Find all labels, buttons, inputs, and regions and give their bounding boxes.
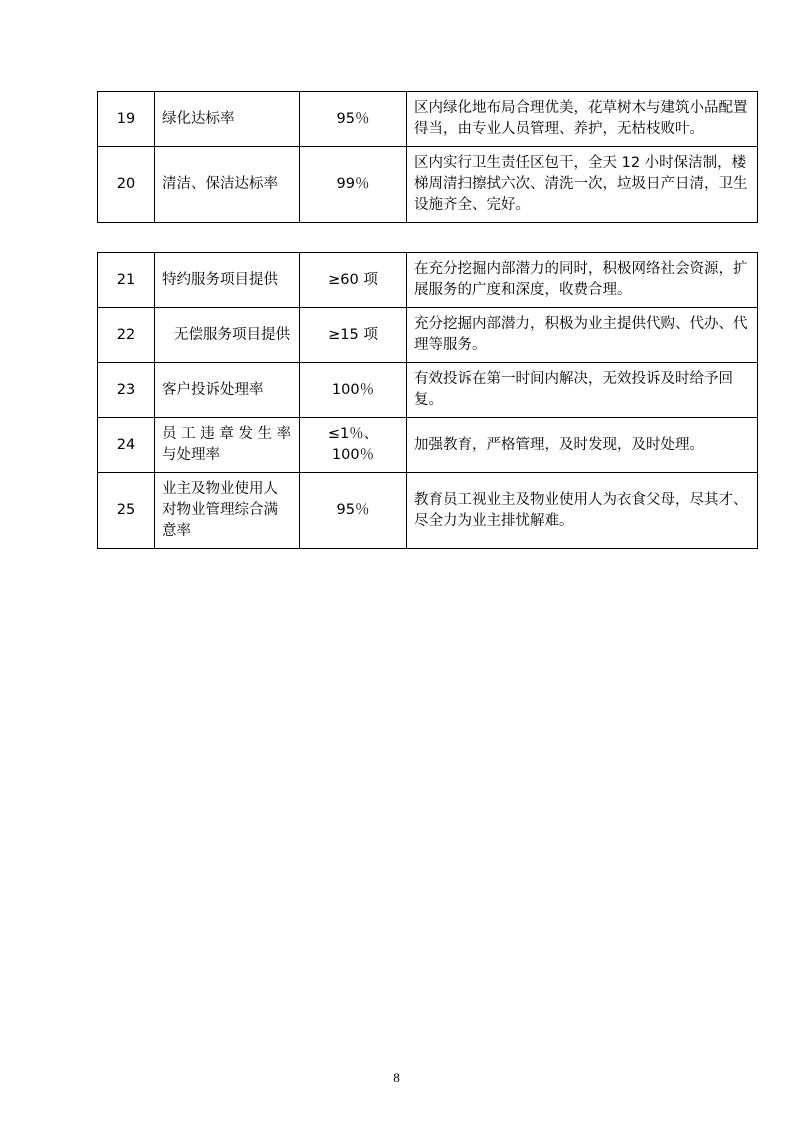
- row-description: 充分挖掘内部潜力，积极为业主提供代购、代办、代理等服务。: [407, 308, 758, 363]
- row-description: 教育员工视业主及物业使用人为衣食父母，尽其才、尽全力为业主排忧解难。: [407, 473, 758, 549]
- row-number: 19: [98, 92, 155, 147]
- row-item-name: 无偿服务项目提供: [155, 308, 300, 363]
- row-target-value: ≥15 项: [300, 308, 407, 363]
- row-number: 20: [98, 147, 155, 223]
- row-target-value: 95％: [300, 473, 407, 549]
- service-standards-table-part1: [97, 91, 758, 223]
- row-item-name: 业主及物业使用人对物业管理综合满意率: [155, 473, 300, 549]
- row-description: 区内实行卫生责任区包干，全天 12 小时保洁制，楼梯周清扫擦拭六次、清洗一次，垃圾日产日清，卫生设施齐全、完好。: [407, 147, 758, 223]
- row-description: 有效投诉在第一时间内解决，无效投诉及时给予回复。: [407, 363, 758, 418]
- row-number: 21: [98, 253, 155, 308]
- table-row: [98, 147, 758, 223]
- table-row: [98, 363, 758, 418]
- row-target-value: 99％: [300, 147, 407, 223]
- row-number: 22: [98, 308, 155, 363]
- service-standards-table-part2: [97, 252, 758, 549]
- row-item-name: 绿化达标率: [155, 92, 300, 147]
- table-row: [98, 473, 758, 549]
- row-target-value: 100％: [300, 363, 407, 418]
- table-row: [98, 308, 758, 363]
- row-item-name: 清洁、保洁达标率: [155, 147, 300, 223]
- table-row: [98, 92, 758, 147]
- page-number: 8: [393, 1070, 400, 1085]
- row-item-name: 员 工 违 章 发 生 率与处理率: [155, 418, 300, 473]
- table-row: [98, 418, 758, 473]
- row-target-value: 95％: [300, 92, 407, 147]
- row-number: 24: [98, 418, 155, 473]
- row-number: 23: [98, 363, 155, 418]
- row-item-name: 特约服务项目提供: [155, 253, 300, 308]
- row-description: 区内绿化地布局合理优美，花草树木与建筑小品配置得当，由专业人员管理、养护，无枯枝败叶。: [407, 92, 758, 147]
- row-description: 加强教育，严格管理，及时发现，及时处理。: [407, 418, 758, 473]
- row-target-value: ≤1％、100％: [300, 418, 407, 473]
- row-item-name: 客户投诉处理率: [155, 363, 300, 418]
- row-description: 在充分挖掘内部潜力的同时，积极网络社会资源，扩展服务的广度和深度，收费合理。: [407, 253, 758, 308]
- row-target-value: ≥60 项: [300, 253, 407, 308]
- row-number: 25: [98, 473, 155, 549]
- table-row: [98, 253, 758, 308]
